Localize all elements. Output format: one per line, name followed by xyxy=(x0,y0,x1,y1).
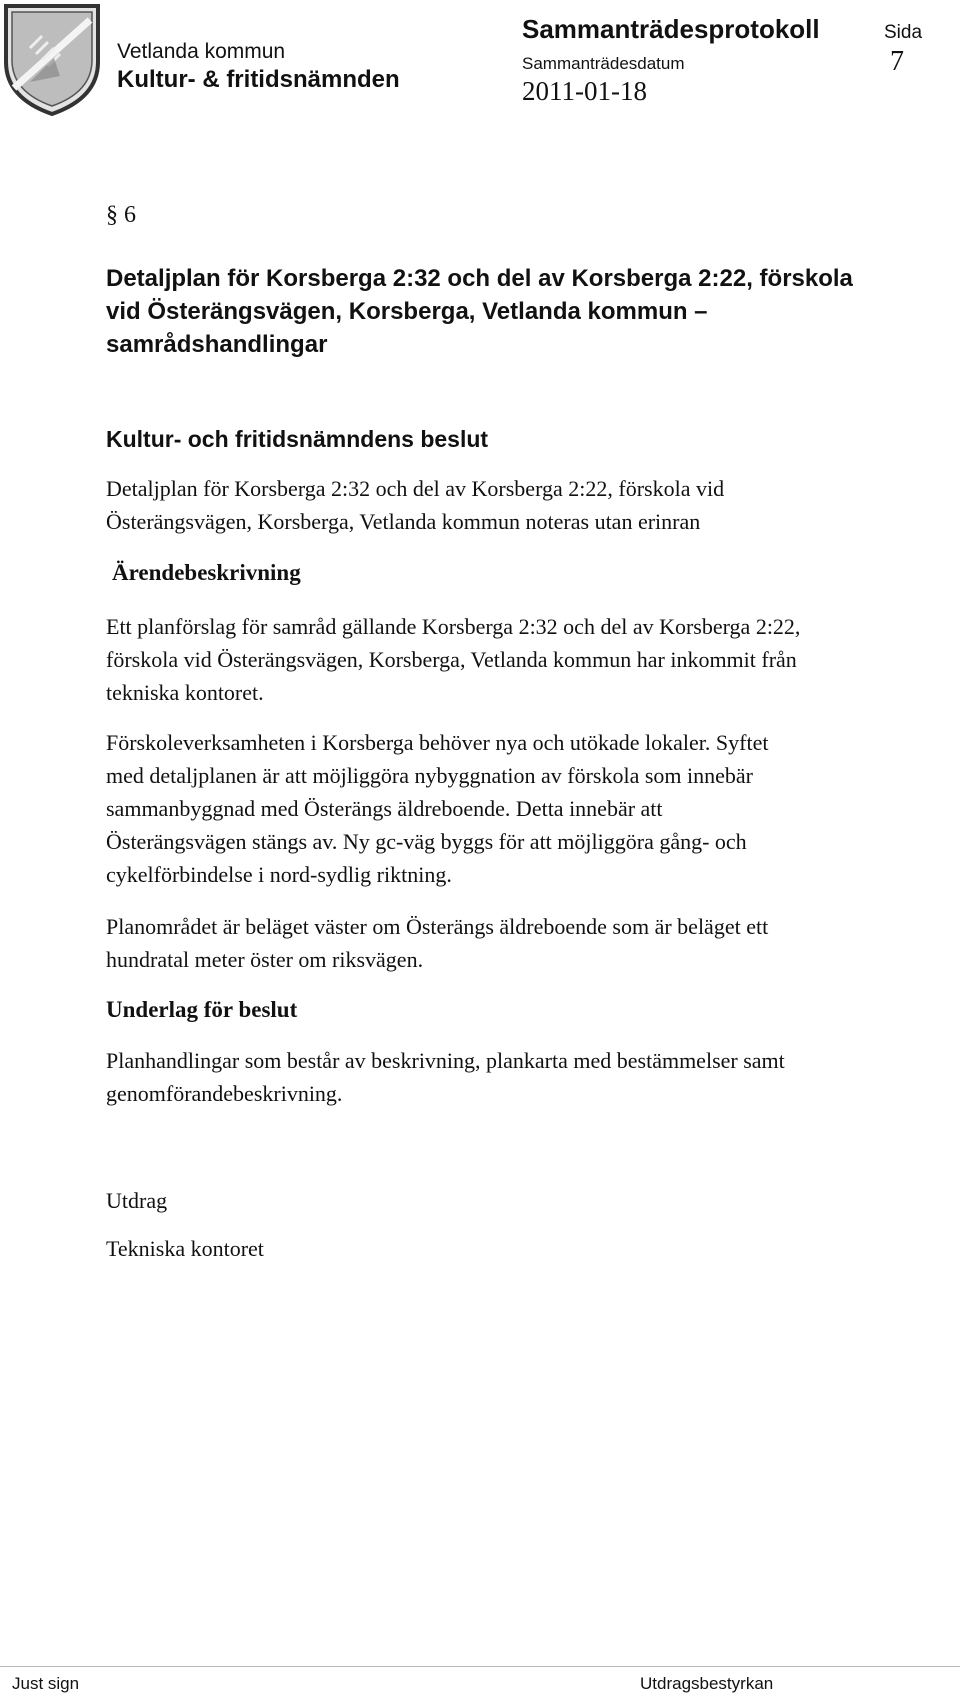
case-title-line: Detaljplan för Korsberga 2:32 och del av Korsberga 2:22, förskola xyxy=(106,265,853,292)
coat-of-arms-icon xyxy=(2,2,102,118)
text-line: Detaljplan för Korsberga 2:32 och del av Korsberga 2:22, förskola vid xyxy=(106,476,725,501)
meeting-date: 2011-01-18 xyxy=(522,76,647,106)
page-label: Sida xyxy=(884,22,923,43)
text-line: cykelförbindelse i nord-sydlig riktning. xyxy=(106,862,452,887)
sign-label: Just sign xyxy=(12,1674,80,1693)
description-paragraph-3 xyxy=(106,910,946,976)
extract-recipient: Tekniska kontoret xyxy=(106,1236,264,1261)
committee-name: Kultur- & fritidsnämnden xyxy=(117,66,400,93)
text-line: genomförandebeskrivning. xyxy=(106,1081,343,1106)
decision-text xyxy=(106,472,946,538)
text-line: Förskoleverksamheten i Korsberga behöver nya och utökade lokaler. Syftet xyxy=(106,730,769,755)
document-type: Sammanträdesprotokoll xyxy=(522,14,820,44)
text-line: Österängsvägen, Korsberga, Vetlanda kommun noteras utan erinran xyxy=(106,509,701,534)
extract-label: Utdrag xyxy=(106,1188,168,1213)
text-line: Österängsvägen stängs av. Ny gc-väg byggs för att möjliggöra gång- och xyxy=(106,829,747,854)
footer-divider xyxy=(0,1666,960,1667)
case-title-line: vid Österängsvägen, Korsberga, Vetlanda kommun – xyxy=(106,298,708,325)
text-line: tekniska kontoret. xyxy=(106,680,264,705)
text-line: hundratal meter öster om riksvägen. xyxy=(106,947,424,972)
description-heading: Ärendebeskrivning xyxy=(112,560,301,585)
extract-certification-label: Utdragsbestyrkan xyxy=(640,1674,774,1693)
page-number: 7 xyxy=(890,46,904,77)
decision-heading: Kultur- och fritidsnämndens beslut xyxy=(106,426,489,452)
paragraph-number: § 6 xyxy=(106,202,136,228)
municipality-name: Vetlanda kommun xyxy=(117,40,286,63)
basis-text xyxy=(106,1044,946,1110)
basis-heading: Underlag för beslut xyxy=(106,997,298,1022)
description-paragraph-1 xyxy=(106,610,946,709)
text-line: Planområdet är beläget väster om Österängs äldreboende som är beläget ett xyxy=(106,914,769,939)
case-title xyxy=(106,262,946,361)
text-line: sammanbyggnad med Österängs äldreboende. Detta innebär att xyxy=(106,796,663,821)
text-line: Planhandlingar som består av beskrivning, plankarta med bestämmelser samt xyxy=(106,1048,785,1073)
text-line: Ett planförslag för samråd gällande Korsberga 2:32 och del av Korsberga 2:22, xyxy=(106,614,801,639)
description-paragraph-2 xyxy=(106,726,946,891)
case-title-line: samrådshandlingar xyxy=(106,331,328,358)
date-label: Sammanträdesdatum xyxy=(522,54,685,73)
text-line: förskola vid Österängsvägen, Korsberga, Vetlanda kommun har inkommit från xyxy=(106,647,797,672)
text-line: med detaljplanen är att möjliggöra nybyggnation av förskola som innebär xyxy=(106,763,753,788)
